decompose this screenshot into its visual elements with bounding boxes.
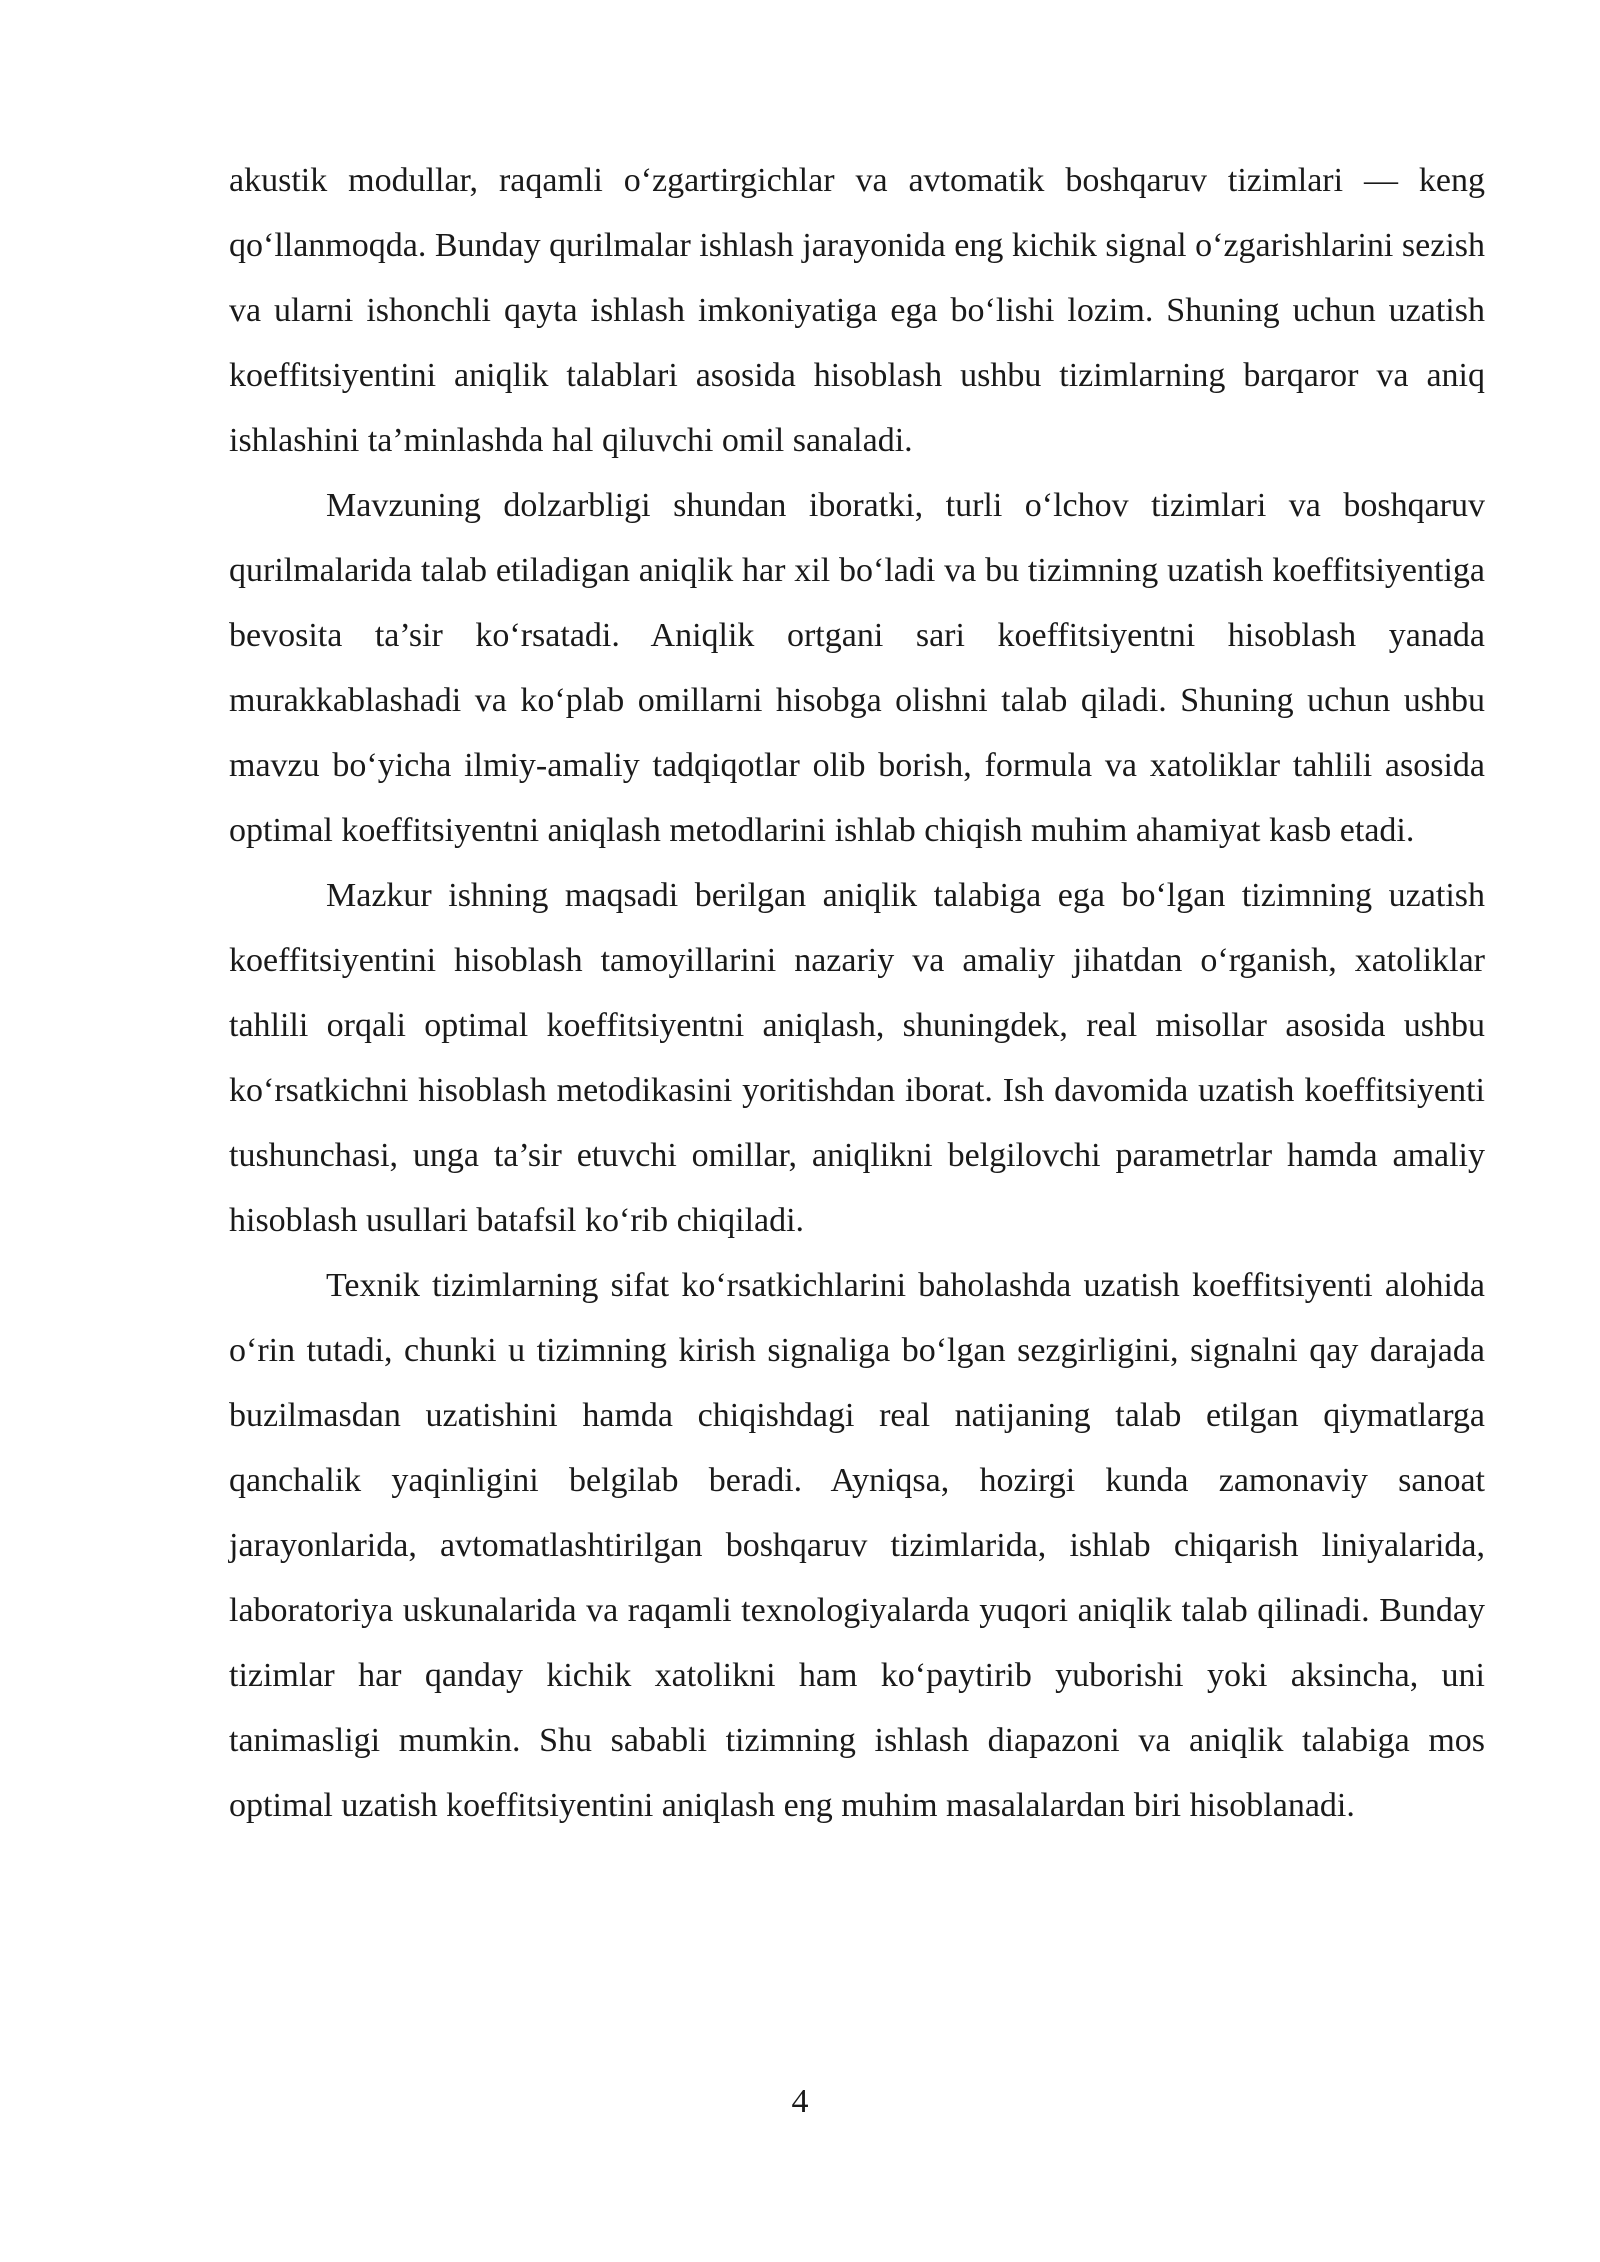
page-number: 4 — [791, 2083, 809, 2120]
paragraph-relevance: Mavzuning dolzarbligi shundan iboratki, turli o‘lchov tizimlari va boshqaruv qurilmalarida talab etiladigan aniqlik har xil bo‘ladi va bu tizimning uzatish koeffitsiyentiga bevosita ta’sir ko‘rsatadi. Aniqlik ortgani sari koeffitsiyentni hisoblash yanada murakkablashadi va ko‘plab omillarni hisobga olishni talab qiladi. Shuning uchun ushbu mavzu bo‘yicha ilmiy-amaliy tadqiqotlar olib borish, formula va xatoliklar tahlili asosida optimal koeffitsiyentni aniqlash metodlarini ishlab chiqish muhim ahamiyat kasb etadi. — [229, 487, 1485, 849]
paragraph-quality-indicators: Texnik tizimlarning sifat ko‘rsatkichlarini baholashda uzatish koeffitsiyenti alohida o‘rin tutadi, chunki u tizimning kirish signaliga bo‘lgan sezgirligini, signalni qay darajada buzilmasdan uzatishini hamda chiqishdagi real natijaning talab etilgan qiymatlarga qanchalik yaqinligini belgilab beradi. Ayniqsa, hozirgi kunda zamonaviy sanoat jarayonlarida, avtomatlashtirilgan boshqaruv tizimlarida, ishlab chiqarish liniyalarida, laboratoriya uskunalarida va raqamli texnologiyalarda yuqori aniqlik talab qilinadi. Bunday tizimlar har qanday kichik xatolikni ham ko‘paytirib yuborishi yoki aksincha, uni tanimasligi mumkin. Shu sababli tizimning ishlash diapazoni va aniqlik talabiga mos optimal uzatish koeffitsiyentini aniqlash eng muhim masalalardan biri hisoblanadi. — [229, 1267, 1485, 1824]
paragraph-continuation: akustik modullar, raqamli o‘zgartirgichlar va avtomatik boshqaruv tizimlari — keng qo‘llanmoqda. Bunday qurilmalar ishlash jarayonida eng kichik signal o‘zgarishlarini sezish va ularni ishonchli qayta ishlash imkoniyatiga ega bo‘lishi lozim. Shuning uchun uzatish koeffitsiyentini aniqlik talablari asosida hisoblash ushbu tizimlarning barqaror va aniq ishlashini ta’minlashda hal qiluvchi omil sanaladi. — [229, 162, 1485, 459]
paragraph-objective: Mazkur ishning maqsadi berilgan aniqlik talabiga ega bo‘lgan tizimning uzatish koeffitsiyentini hisoblash tamoyillarini nazariy va amaliy jihatdan o‘rganish, xatoliklar tahlili orqali optimal koeffitsiyentni aniqlash, shuningdek, real misollar asosida ushbu ko‘rsatkichni hisoblash metodikasini yoritishdan iborat. Ish davomida uzatish koeffitsiyenti tushunchasi, unga ta’sir etuvchi omillar, aniqlikni belgilovchi parametrlar hamda amaliy hisoblash usullari batafsil ko‘rib chiqiladi. — [229, 877, 1485, 1239]
body-text — [229, 148, 1485, 1838]
